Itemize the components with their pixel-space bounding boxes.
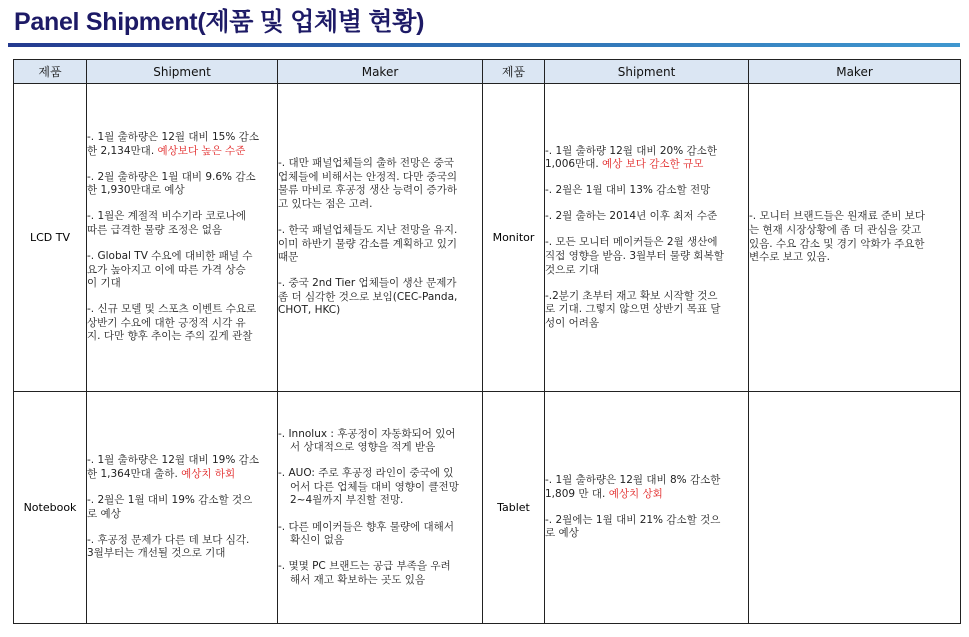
monitor-maker-line: 있음. 수요 감소 및 경기 악화가 주요한 [749,237,925,250]
notebook-shipment-text: 로 예상 [87,507,121,520]
notebook-maker-line: -. AUO: 주로 후공정 라인이 중국에 있 [278,467,454,480]
tablet-shipment-highlight: 예상치 상회 [608,487,663,500]
header-product: 제품 [14,60,87,84]
product-lcd-tv: LCD TV [14,84,87,392]
lcd-tv-shipment-line [87,264,277,278]
lcd-tv-shipment-text: 요가 높아지고 이에 따른 가격 상승 [87,263,246,276]
monitor-shipment-line [545,303,748,317]
notebook-shipment-line [87,468,277,482]
monitor-shipment-highlight: 예상 보다 감소한 규모 [602,158,704,171]
lcd-tv-shipment-line [87,131,277,145]
notebook-shipment-line [87,534,277,548]
monitor-shipment-text: -. 2월 출하는 2014년 이후 최저 수준 [545,210,718,223]
header-maker: Maker [278,60,483,84]
lcd-tv-shipment-line [87,145,277,159]
monitor-shipment-text: 로 기대. 그렇지 않으면 상반기 목표 달 [545,303,721,316]
table-row [14,392,961,624]
notebook-shipment-line [87,494,277,508]
notebook-shipment-text: 한 1,364만대 출하. [87,467,182,480]
monitor-shipment-line [545,264,748,278]
monitor-shipment-text: -. 1월 출하량 12월 대비 20% 감소한 [545,144,717,157]
monitor-shipment-line [545,290,748,304]
lcd-tv-shipment-text: -. 1월은 계절적 비수기라 코로나에 [87,210,247,223]
lcd-tv-shipment-text: 지. 다만 향후 추이는 주의 깊게 관찰 [87,330,253,343]
notebook-maker-line: -. 다른 메이커들은 향후 물량에 대해서 [278,520,454,533]
lcd-tv-maker-line: -. 대만 패널업체들의 출하 전망은 중국 [278,157,454,170]
lcd-tv-shipment-text: -. 2월 출하량은 1월 대비 9.6% 감소 [87,170,256,183]
lcd-tv-shipment-text: 한 2,134만대. [87,144,158,157]
tablet-shipment-cell [545,392,749,624]
notebook-maker-line: 서 상대적으로 영향을 적게 받음 [290,441,436,454]
monitor-shipment-text: -. 모든 모니터 메이커들은 2월 생산에 [545,236,718,249]
monitor-shipment-line [545,158,748,172]
monitor-shipment-line [545,317,748,331]
monitor-shipment-text: -.2분기 초부터 재고 확보 시작할 것으 [545,289,718,302]
notebook-maker-line: 어서 다른 업체들 대비 영향이 클전망 [290,480,459,493]
lcd-tv-shipment-text: -. Global TV 수요에 대비한 패널 수 [87,250,253,262]
lcd-tv-shipment-line [87,330,277,344]
page-title: Panel Shipment(제품 및 업체별 현황) [14,8,425,36]
lcd-tv-shipment-line [87,250,277,264]
lcd-tv-shipment-line [87,303,277,317]
lcd-tv-maker-line: 좀 더 심각한 것으로 보임(CEC-Panda, [278,290,458,303]
notebook-maker-line: 해서 재고 확보하는 곳도 있음 [290,573,426,586]
lcd-tv-shipment-text: 한 1,930만대로 예상 [87,184,185,197]
lcd-tv-maker-line: 이미 하반기 물량 감소를 계획하고 있기 [278,237,457,250]
tablet-maker-cell [749,392,961,624]
notebook-shipment-text: 3월부터는 개선될 것으로 기대 [87,547,226,560]
lcd-tv-maker-line: 때문 [278,251,299,264]
monitor-shipment-text: 것으로 기대 [545,263,600,276]
lcd-tv-maker-line: 물류 마비로 후공정 생산 능력이 증가하 [278,184,457,197]
monitor-shipment-text: 1,006만대. [545,158,603,171]
monitor-shipment-line [545,236,748,250]
lcd-tv-shipment-text: -. 1월 출하량은 12월 대비 15% 감소 [87,130,259,143]
notebook-shipment-line [87,454,277,468]
table-row [14,84,961,392]
notebook-shipment-text: -. 1월 출하량은 12월 대비 19% 감소 [87,454,259,467]
tablet-shipment-text: -. 2월에는 1월 대비 21% 감소할 것으 [545,513,721,526]
lcd-tv-shipment-line [87,171,277,185]
lcd-tv-shipment-line [87,224,277,238]
lcd-tv-shipment-text: 이 기대 [87,277,121,290]
monitor-shipment-text: 직접 영향을 받음. 3월부터 물량 회복할 [545,250,724,262]
lcd-tv-shipment-text: 따른 급격한 물량 조정은 없음 [87,223,223,236]
header-maker-2: Maker [749,60,961,84]
notebook-shipment-line [87,547,277,561]
monitor-shipment-line [545,250,748,264]
notebook-shipment-line [87,508,277,522]
tablet-shipment-line [545,488,748,502]
lcd-tv-shipment-line [87,277,277,291]
notebook-shipment-text: -. 2월은 1월 대비 19% 감소할 것으 [87,493,253,506]
tablet-shipment-line [545,527,748,541]
monitor-maker-line: -. 모니터 브랜드들은 원재료 준비 보다 [749,210,925,223]
monitor-shipment-line [545,184,748,198]
header-shipment-2: Shipment [545,60,749,84]
header-product-2: 제품 [483,60,545,84]
lcd-tv-shipment-line [87,317,277,331]
notebook-maker-line: 2~4월까지 부진할 전망. [290,494,404,507]
lcd-tv-maker-line: -. 중국 2nd Tier 업체들이 생산 문제가 [278,277,457,290]
monitor-shipment-text: 성이 어려움 [545,316,600,329]
tablet-shipment-text: -. 1월 출하량은 12월 대비 8% 감소한 [545,474,721,487]
monitor-shipment-line [545,210,748,224]
lcd-tv-shipment-text: -. 신규 모델 및 스포츠 이벤트 수요로 [87,303,257,316]
title-underline-bar [8,43,960,47]
notebook-shipment-text: -. 후공정 문제가 다른 데 보다 심각. [87,533,250,546]
tablet-shipment-line [545,514,748,528]
lcd-tv-maker-cell [278,84,483,392]
tablet-shipment-text: 1,809 만 대. [545,487,609,500]
notebook-maker-cell [278,392,483,624]
lcd-tv-maker-line: -. 한국 패널업체들도 지난 전망을 유지. [278,223,458,236]
table-header-row [14,60,961,84]
lcd-tv-shipment-highlight: 예상보다 높은 수준 [157,144,246,157]
product-tablet: Tablet [483,392,545,624]
notebook-shipment-highlight: 예상치 하회 [181,467,236,480]
lcd-tv-shipment-line [87,184,277,198]
notebook-maker-line: -. Innolux : 후공정이 자동화되어 있어 [278,427,456,440]
lcd-tv-maker-line: 업체들에 비해서는 안정적. 다만 중국의 [278,170,457,183]
monitor-shipment-line [545,145,748,159]
monitor-shipment-cell [545,84,749,392]
monitor-shipment-text: -. 2월은 1월 대비 13% 감소할 전망 [545,184,711,197]
product-monitor: Monitor [483,84,545,392]
lcd-tv-maker-line: 고 있다는 점은 고려. [278,197,373,210]
monitor-maker-cell [749,84,961,392]
lcd-tv-shipment-text: 상반기 수요에 대한 긍정적 시각 유 [87,316,246,329]
tablet-shipment-text: 로 예상 [545,527,579,540]
header-shipment: Shipment [87,60,278,84]
monitor-maker-line: 는 현재 시장상황에 좀 더 관심을 갖고 [749,223,922,236]
notebook-shipment-cell [87,392,278,624]
product-notebook: Notebook [14,392,87,624]
notebook-maker-line: 확신이 없음 [290,534,345,547]
lcd-tv-shipment-cell [87,84,278,392]
panel-shipment-table [13,59,961,624]
monitor-maker-line: 변수로 보고 있음. [749,251,831,264]
lcd-tv-maker-line: CHOT, HKC) [278,304,341,317]
tablet-shipment-line [545,474,748,488]
lcd-tv-shipment-line [87,210,277,224]
notebook-maker-line: -. 몇몇 PC 브랜드는 공급 부족을 우려 [278,560,451,573]
